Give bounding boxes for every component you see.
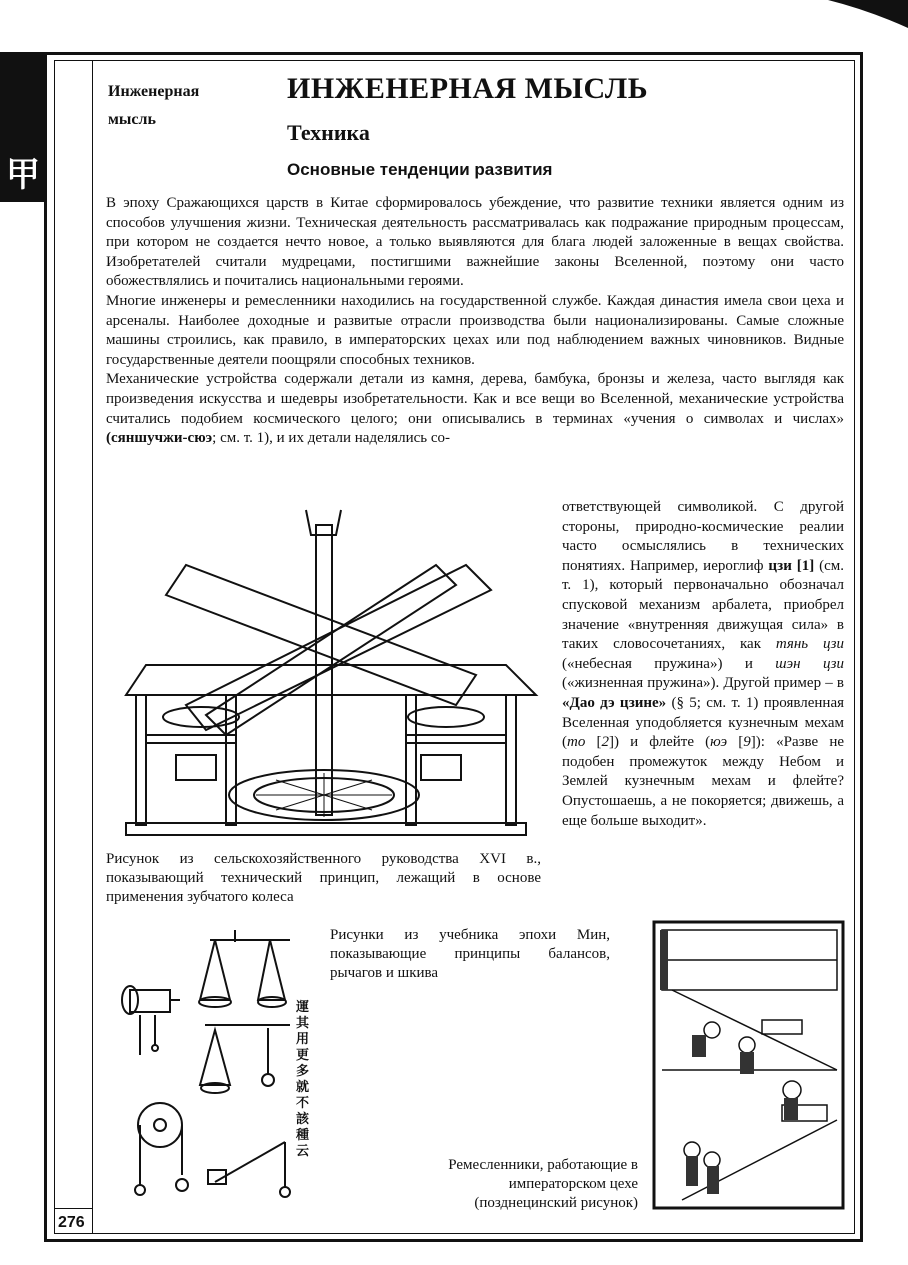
page-title: ИНЖЕНЕРНАЯ МЫСЛЬ bbox=[287, 72, 649, 105]
term-italic: 2 bbox=[601, 734, 609, 751]
figure-caption: Рисунок из сельскохозяйственного руководства XVI в., показывающий технический принцип, лежащий в основе применения зубчатого колеса bbox=[106, 851, 541, 905]
text-run: ; см. т. 1), и их детали наделялись со- bbox=[212, 430, 451, 447]
term-italic: юэ bbox=[710, 734, 728, 751]
text-run: ответствующей символикой. С другой стороны, природно-космические реалии часто осмыслялись в технических понятиях. Например, иероглиф bbox=[562, 499, 844, 574]
term-italic: то bbox=[567, 734, 586, 751]
text-run: Механические устройства содержали детали из камня, дерева, бамбука, бронзы и железа, часто выглядя как произведения искусства и шедевры изобретательности. Как и все вещи во Вселенной, механические устройства считались подобием космического целого; они описывались в терминах «учения о символах и числах» bbox=[106, 371, 844, 427]
sidebar-section-label: Инженерная мысль bbox=[108, 83, 200, 128]
term-italic: тянь цзи bbox=[775, 636, 844, 653]
body-text bbox=[106, 194, 844, 449]
page-number: 276 bbox=[58, 1214, 85, 1231]
term: «Дао дэ цзине» bbox=[562, 694, 667, 711]
paragraph: В эпоху Сражающихся царств в Китае сформировалось убеждение, что развитие техники является одним из способов улучшения жизни. Техническая деятельность рассматривалась как подражание природным процессам, при котором не создается нечто новое, а только выявляются для блага людей заложенные в вещах свойства. Изобретателей считали мудрецами, постигшими важнейшие законы Вселенной, поэтому они часто обожествлялись и почитались национальными героями. bbox=[106, 195, 844, 290]
text-run: (§ 5; см. т. 1) проявленная Вселенная уподобляется кузнечным мехам ( bbox=[562, 694, 845, 751]
text-run: [ bbox=[585, 734, 602, 751]
page-corner-shadow bbox=[828, 0, 908, 30]
text-run: (см. т. 1), который первоначально обозначал спусковой механизм арбалета, приобрел значение «внутренняя движущая сила» в таких словосочетаниях, как bbox=[562, 557, 844, 653]
chapter-tab bbox=[0, 52, 44, 202]
vertical-chinese-text: 運其用更多就不該種云 bbox=[296, 1000, 310, 1159]
wrapped-text bbox=[562, 498, 844, 831]
term-italic: шэн цзи bbox=[775, 655, 844, 672]
gear-machine-illustration bbox=[106, 505, 542, 845]
balances-levers-illustration bbox=[110, 920, 325, 1210]
page-number-rule bbox=[54, 1208, 92, 1209]
term: цзи [1] bbox=[768, 557, 815, 574]
text-run: («жизненная пружина»). Другой пример – в bbox=[562, 675, 844, 692]
text-run: ]): «Разве не подобен промежуток между Небом и Землей кузнечным мехам и флейте? Опустошаешь, а не покоряется; движешь, а еще больше выходит». bbox=[562, 734, 844, 829]
figure-caption: Рисунки из учебника эпохи Мин, показывающие принципы балансов, рычагов и шкива bbox=[330, 927, 610, 981]
artisans-workshop-illustration bbox=[652, 920, 845, 1210]
text-run: [ bbox=[727, 734, 744, 751]
text-run: («небесная пружина») и bbox=[562, 655, 776, 672]
page-subtitle: Техника bbox=[287, 120, 370, 145]
chapter-glyph: 甲 bbox=[6, 155, 40, 195]
term: (сяншучжи-сюэ bbox=[106, 430, 213, 447]
section-heading: Основные тенденции развития bbox=[287, 160, 553, 179]
paragraph: Многие инженеры и ремесленники находились на государственной службе. Каждая династия имела свои цеха и арсеналы. Наиболее доходные и развитые отрасли производства были национализированы. Самые сложные машины строились, как правило, в императорских цехах или под наблюдением важных чиновников. Видные государственные деятели поощряли способных техников. bbox=[106, 292, 844, 368]
term-italic: 9 bbox=[743, 734, 751, 751]
paragraph bbox=[562, 498, 844, 831]
figure-caption: Ремесленники, работающие в императорском цехе (позднецинский рисунок) bbox=[448, 1157, 638, 1211]
paragraph bbox=[106, 370, 844, 448]
text-run: ]) и флейте ( bbox=[608, 734, 711, 751]
margin-rule bbox=[92, 60, 93, 1234]
